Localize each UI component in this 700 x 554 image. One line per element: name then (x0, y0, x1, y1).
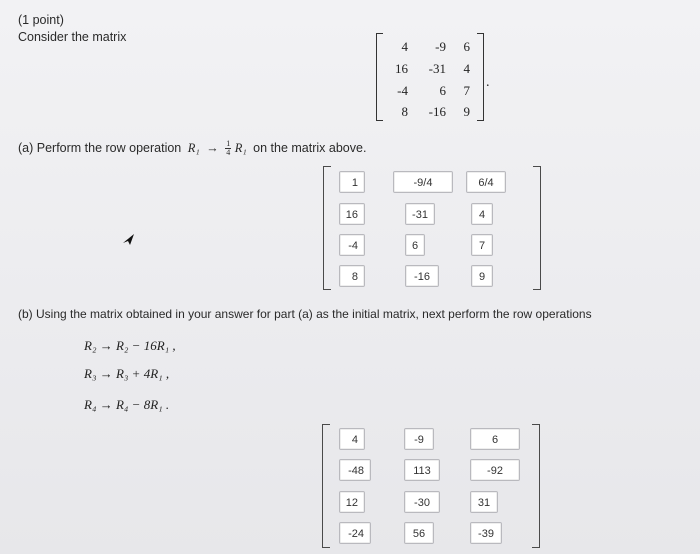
points-label: (1 point) (18, 13, 64, 27)
matrix-period: . (486, 75, 490, 90)
answer-b-left-bracket (322, 424, 330, 548)
answer-a-input[interactable]: 7 (471, 234, 493, 256)
part-a-op-rhs: R₁ (234, 140, 247, 155)
given-matrix-right-bracket (477, 33, 484, 121)
answer-a-input[interactable]: 6 (405, 234, 425, 256)
answer-b-input[interactable]: -48 (339, 459, 371, 481)
fraction-numerator: 1 (226, 139, 231, 148)
answer-b-input[interactable]: -9 (404, 428, 434, 450)
answer-a-input[interactable]: -16 (405, 265, 439, 287)
answer-a-right-bracket (533, 166, 541, 290)
given-matrix (376, 33, 490, 121)
given-cell: 6 (463, 39, 470, 54)
part-a-suffix: on the matrix above. (253, 140, 367, 155)
answer-a-input[interactable]: 1 (339, 171, 365, 193)
answer-b-right-bracket (532, 424, 540, 548)
problem-prompt: Consider the matrix (18, 30, 127, 44)
answer-a-input[interactable]: -4 (339, 234, 365, 256)
given-cell: 16 (395, 61, 408, 76)
answer-a-input[interactable]: 16 (339, 203, 365, 225)
answer-a-input[interactable]: -31 (405, 203, 435, 225)
given-cell: 4 (463, 61, 470, 76)
answer-b-input[interactable]: 56 (404, 522, 434, 544)
answer-a-left-bracket (323, 166, 331, 290)
part-a-op-lhs: R₁ (187, 140, 200, 155)
answer-a-input[interactable]: -9/4 (393, 171, 453, 193)
answer-b-input[interactable]: 31 (470, 491, 498, 513)
given-cell: 8 (401, 104, 408, 119)
answer-b-input[interactable]: -39 (470, 522, 502, 544)
given-cell: -4 (397, 83, 408, 98)
given-cell: -31 (428, 61, 446, 76)
given-cell: 4 (401, 39, 408, 54)
row-operation: R₃ → R₃ + 4R₁ , (84, 366, 170, 381)
row-operation: R₂ → R₂ − 16R₁ , (84, 338, 176, 353)
given-cell: 7 (463, 83, 470, 98)
answer-a-input[interactable]: 8 (339, 265, 365, 287)
given-cell: -9 (435, 39, 446, 54)
answer-a-input[interactable]: 6/4 (466, 171, 506, 193)
answer-a-input[interactable]: 9 (471, 265, 493, 287)
fraction-denominator: 4 (226, 148, 231, 157)
answer-b-input[interactable]: 113 (404, 459, 440, 481)
given-cell: -16 (428, 104, 446, 119)
given-cell: 9 (463, 104, 470, 119)
arrow-icon: → (206, 140, 219, 155)
answer-b-input[interactable]: 6 (470, 428, 520, 450)
answer-b-input[interactable]: -30 (404, 491, 440, 513)
part-b-instruction: (b) Using the matrix obtained in your answer for part (a) as the initial matrix, next perform the row operations (18, 307, 592, 321)
answer-a-input[interactable]: 4 (471, 203, 493, 225)
answer-b-input[interactable]: -24 (339, 522, 371, 544)
answer-b-input[interactable]: 12 (339, 491, 365, 513)
answer-b-input[interactable]: 4 (339, 428, 365, 450)
answer-b-input[interactable]: -92 (470, 459, 520, 481)
row-operation: R₄ → R₄ − 8R₁ . (84, 397, 170, 412)
part-a-label: (a) Perform the row operation (18, 140, 182, 155)
given-cell: 6 (439, 83, 446, 98)
part-a-instruction (18, 140, 366, 157)
mouse-cursor-icon (122, 233, 136, 247)
